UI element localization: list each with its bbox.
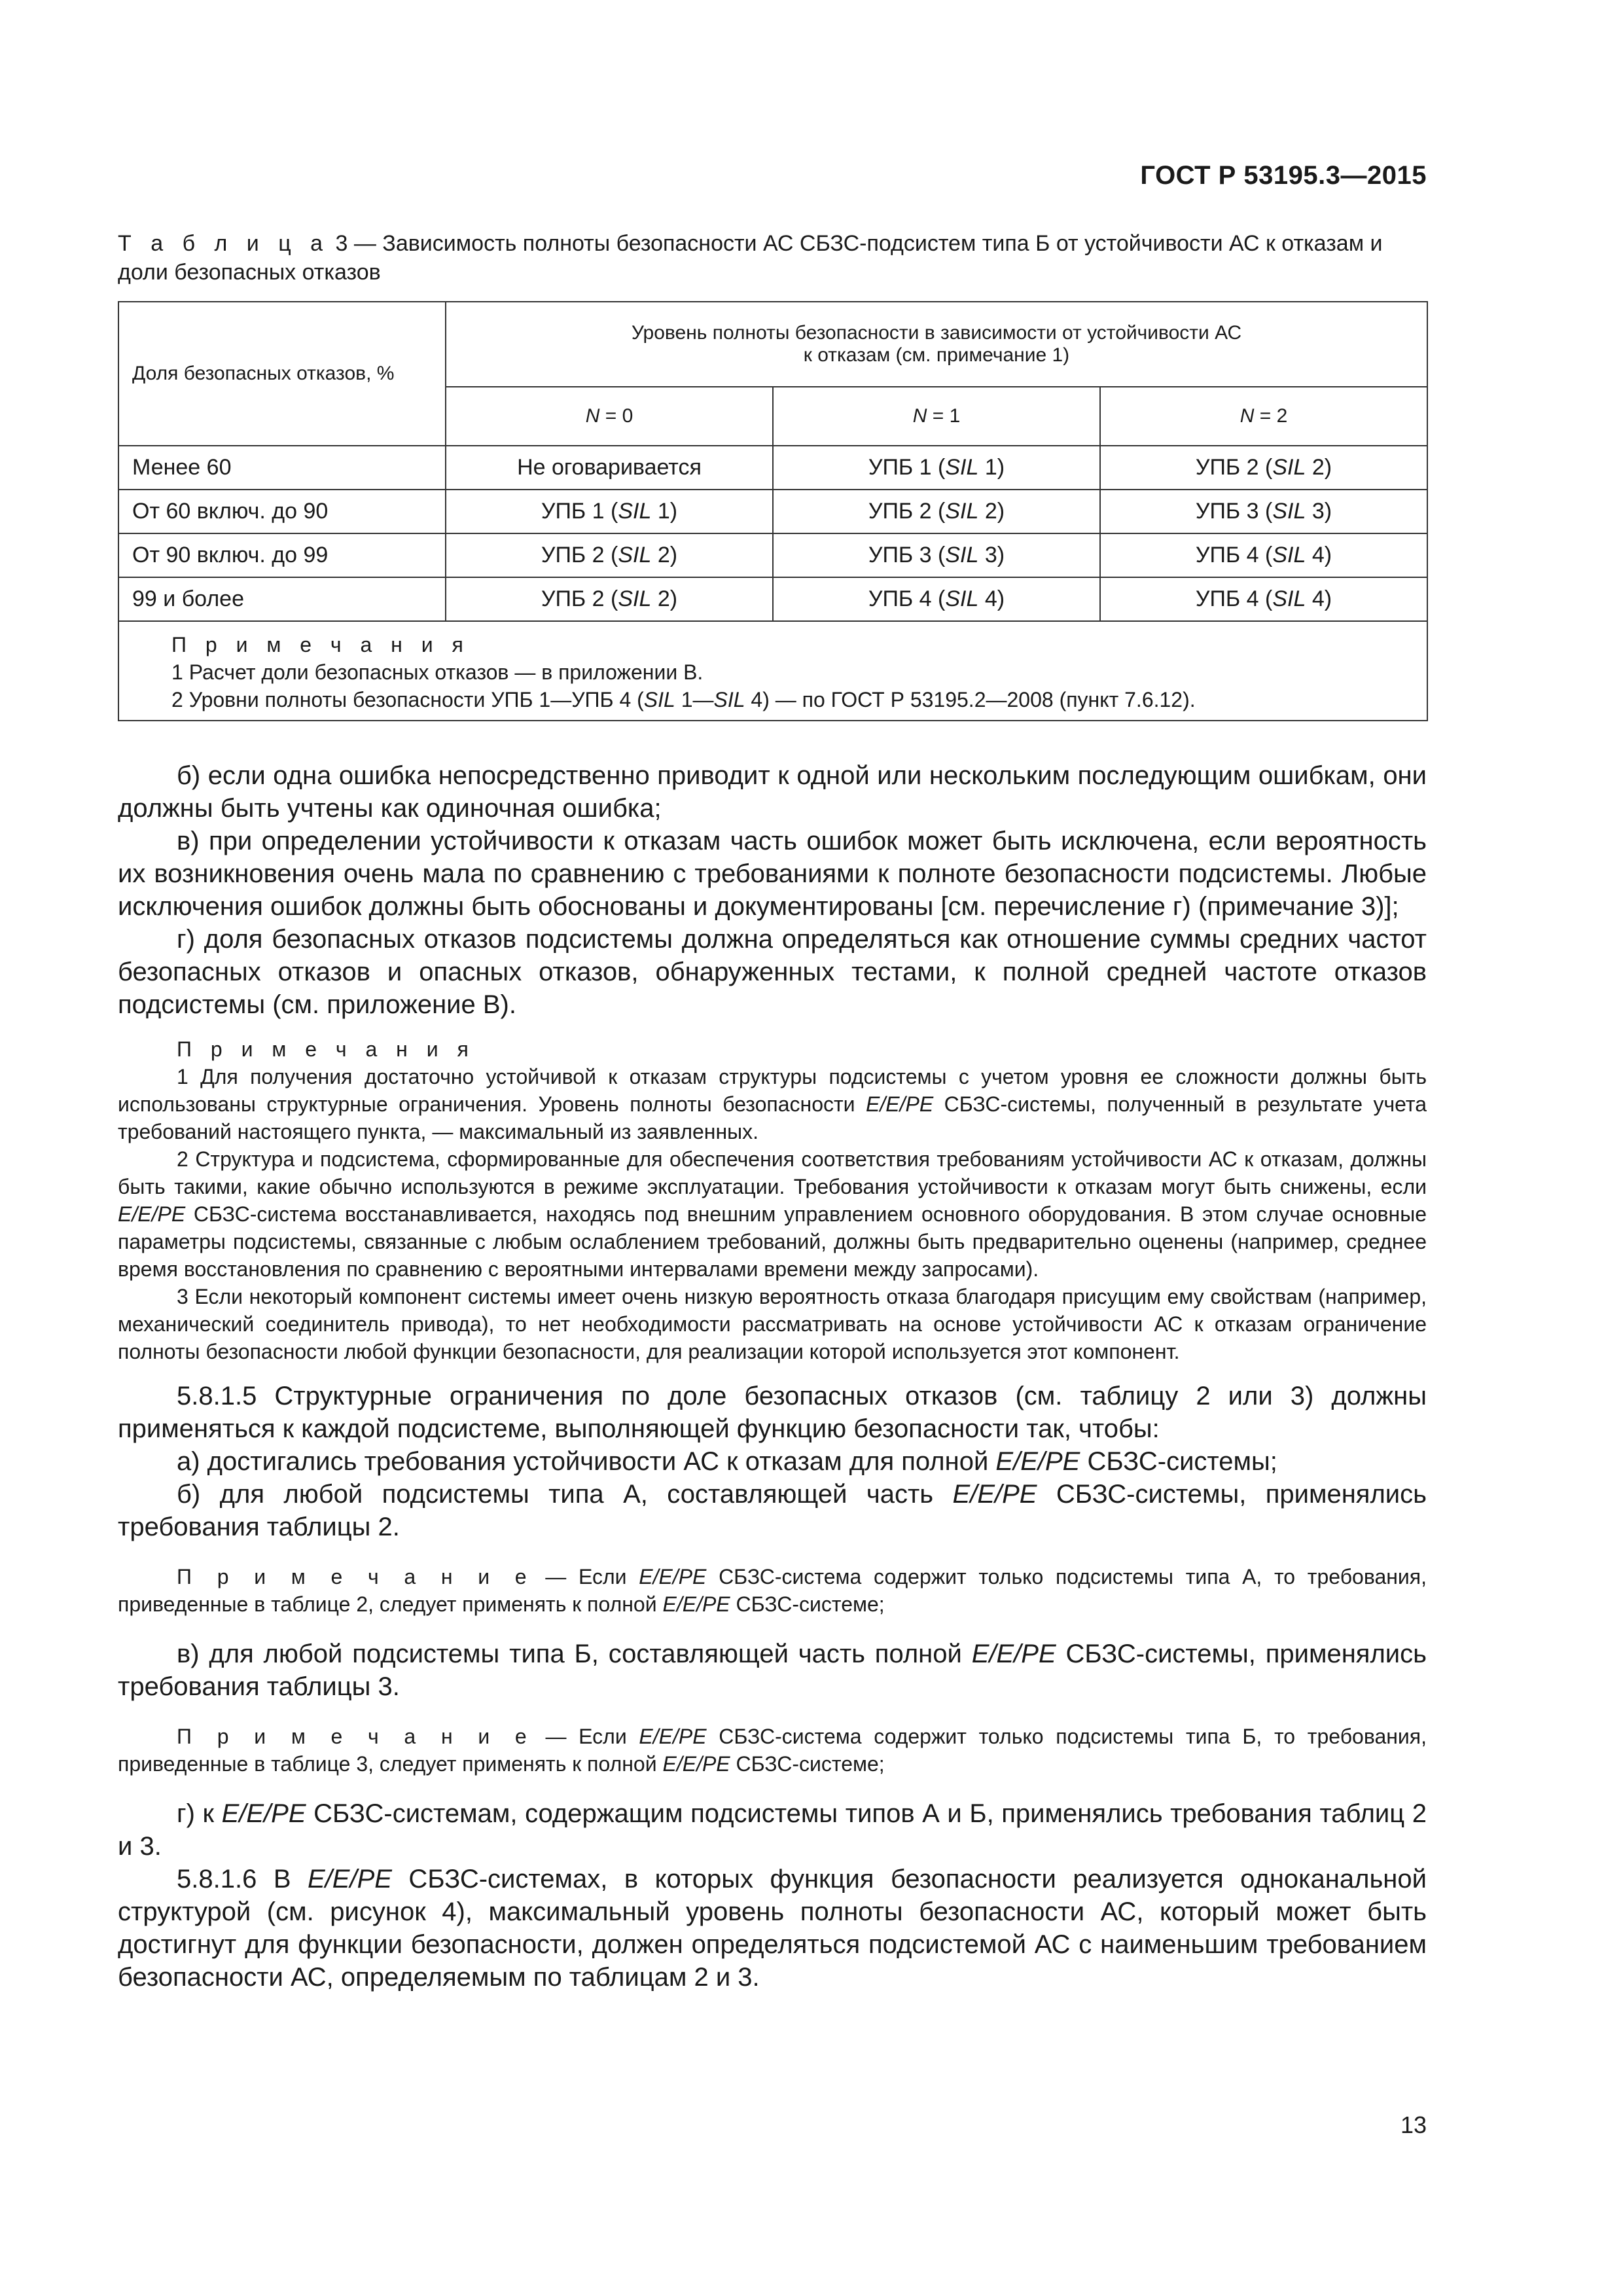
paragraph-5-8-1-5-b: б) для любой подсистемы типа А, составляющей часть E/E/PE СБЗС-системы, применялись требования таблицы 2. bbox=[118, 1480, 1427, 1541]
table-caption-text: 3 — Зависимость полноты безопасности АС СБЗС-подсистем типа Б от устойчивости АС к отказам и доли безопасных отказов bbox=[118, 231, 1383, 285]
table-notes bbox=[118, 621, 1427, 721]
paragraph-v: в) при определении устойчивости к отказам часть ошибок может быть исключена, если вероятность их возникновения очень мала по сравнению с требованиями к полноте безопасности подсистемы. Любые исключения ошибок должны быть обоснованы и документированы [см. перечисление г) (примечание 3)]; bbox=[118, 827, 1427, 921]
table-row bbox=[118, 446, 1427, 490]
table-note-1: 1 Расчет доли безопасных отказов — в приложении В. bbox=[171, 660, 704, 684]
paragraph-5-8-1-5-v: в) для любой подсистемы типа Б, составляющей часть полной E/E/PE СБЗС-системы, применялись требования таблицы 3. bbox=[118, 1640, 1427, 1701]
cell-n2: УПБ 4 (SIL 4) bbox=[1100, 533, 1427, 577]
cell-n1: УПБ 3 (SIL 3) bbox=[773, 533, 1100, 577]
group-header-line1: Уровень полноты безопасности в зависимости от устойчивости АС bbox=[631, 322, 1242, 344]
notes-title: П р и м е ч а н и я bbox=[177, 1037, 475, 1061]
document-header-id: ГОСТ Р 53195.3—2015 bbox=[1140, 161, 1427, 190]
cell-share: От 90 включ. до 99 bbox=[118, 533, 446, 577]
cell-n1: УПБ 4 (SIL 4) bbox=[773, 577, 1100, 621]
table-3 bbox=[118, 301, 1428, 721]
note-2: 2 Структура и подсистема, сформированные для обеспечения соответствия требованиям устойчивости АС к отказам, должны быть такими, какие обычно используются в режиме эксплуатации. Требования устойчивости к отказам могут быть снижены, если E/E/PE СБЗС-система восстанавливается, находясь под внешним управлением основного оборудования. В этом случае основные параметры подсистемы, связанные с любым ослаблением требований, должны быть предварительно оценены (например, среднее время восстановления по сравнению с вероятными интервалами времени между запросами). bbox=[118, 1147, 1427, 1281]
note-type-a: П р и м е ч а н и е — Если E/E/PE СБЗС-система содержит только подсистемы типа А, то требования, приведенные в таблице 2, следует применять к полной E/E/PE СБЗС-системе; bbox=[118, 1565, 1427, 1616]
paragraph-b: б) если одна ошибка непосредственно приводит к одной или нескольким последующим ошибкам, они должны быть учтены как одиночная ошибка; bbox=[118, 761, 1427, 823]
table-notes-title: П р и м е ч а н и я bbox=[171, 633, 470, 656]
table-caption bbox=[118, 229, 1427, 287]
paragraph-g: г) доля безопасных отказов подсистемы должна определяться как отношение суммы средних частот безопасных отказов и опасных отказов, обнаруженных тестами, к полной средней частоте отказов подсистемы (см. приложение В). bbox=[118, 925, 1427, 1019]
cell-n0: УПБ 2 (SIL 2) bbox=[446, 533, 773, 577]
cell-share: От 60 включ. до 90 bbox=[118, 490, 446, 533]
cell-n2: УПБ 4 (SIL 4) bbox=[1100, 577, 1427, 621]
paragraph-5-8-1-6: 5.8.1.6 В E/E/PE СБЗС-системах, в которых функция безопасности реализуется одноканальной структурой (см. рисунок 4), максимальный уровень полноты безопасности АС, который может быть достигнут для функции безопасности, должен определяться подсистемой АС с наименьшим требованием безопасности АС, определяемым по таблицам 2 и 3. bbox=[118, 1865, 1427, 1992]
cell-share: Менее 60 bbox=[118, 446, 446, 490]
cell-n2: УПБ 3 (SIL 3) bbox=[1100, 490, 1427, 533]
col-header-n2: N = 2 bbox=[1100, 387, 1427, 446]
note-type-b: П р и м е ч а н и е — Если E/E/PE СБЗС-система содержит только подсистемы типа Б, то требования, приведенные в таблице 3, следует применять к полной E/E/PE СБЗС-системе; bbox=[118, 1725, 1427, 1776]
notes-block bbox=[118, 1035, 1427, 1365]
col-header-n0: N = 0 bbox=[446, 387, 773, 446]
group-header-line2: к отказам (см. примечание 1) bbox=[803, 344, 1070, 366]
note-3: 3 Если некоторый компонент системы имеет очень низкую вероятность отказа благодаря присущим ему свойствам (например, механический соединитель привода), то нет необходимости рассматривать на основе устойчивости АС к отказам ограничение полноты безопасности любой функции безопасности, для реализации которой используется этот компонент. bbox=[118, 1285, 1427, 1363]
cell-n2: УПБ 2 (SIL 2) bbox=[1100, 446, 1427, 490]
table-note-2: 2 Уровни полноты безопасности УПБ 1—УПБ 4 (SIL 1—SIL 4) — по ГОСТ Р 53195.2—2008 (пункт 7.6.12). bbox=[171, 688, 1196, 711]
table-row bbox=[118, 533, 1427, 577]
cell-n0: УПБ 1 (SIL 1) bbox=[446, 490, 773, 533]
cell-n0: Не оговаривается bbox=[446, 446, 773, 490]
paragraph-5-8-1-5-a: а) достигались требования устойчивости АС к отказам для полной E/E/PE СБЗС-системы; bbox=[177, 1447, 1277, 1476]
page-number: 13 bbox=[1400, 2111, 1427, 2138]
table-header-row bbox=[118, 302, 1427, 387]
table-notes-row bbox=[118, 621, 1427, 721]
col-header-share: Доля безопасных отказов, % bbox=[118, 302, 446, 446]
body-text bbox=[118, 759, 1427, 1994]
cell-n1: УПБ 2 (SIL 2) bbox=[773, 490, 1100, 533]
paragraph-5-8-1-5: 5.8.1.5 Структурные ограничения по доле безопасных отказов (см. таблицу 2 или 3) должны применяться к каждой подсистеме, выполняющей функцию безопасности так, чтобы: bbox=[118, 1382, 1427, 1443]
cell-n0: УПБ 2 (SIL 2) bbox=[446, 577, 773, 621]
cell-share: 99 и более bbox=[118, 577, 446, 621]
table-caption-label: Т а б л и ц а bbox=[118, 231, 330, 256]
col-header-n1: N = 1 bbox=[773, 387, 1100, 446]
note-1: 1 Для получения достаточно устойчивой к отказам структуры подсистемы с учетом уровня ее сложности должны быть использованы структурные ограничения. Уровень полноты безопасности E/E/PE СБЗС-системы, полученный в результате учета требований настоящего пункта, — максимальный из заявленных. bbox=[118, 1065, 1427, 1143]
col-header-group bbox=[446, 302, 1427, 387]
cell-n1: УПБ 1 (SIL 1) bbox=[773, 446, 1100, 490]
table-row bbox=[118, 490, 1427, 533]
table-row bbox=[118, 577, 1427, 621]
paragraph-5-8-1-5-g: г) к E/E/PE СБЗС-системам, содержащим подсистемы типов А и Б, применялись требования таблиц 2 и 3. bbox=[118, 1799, 1427, 1861]
